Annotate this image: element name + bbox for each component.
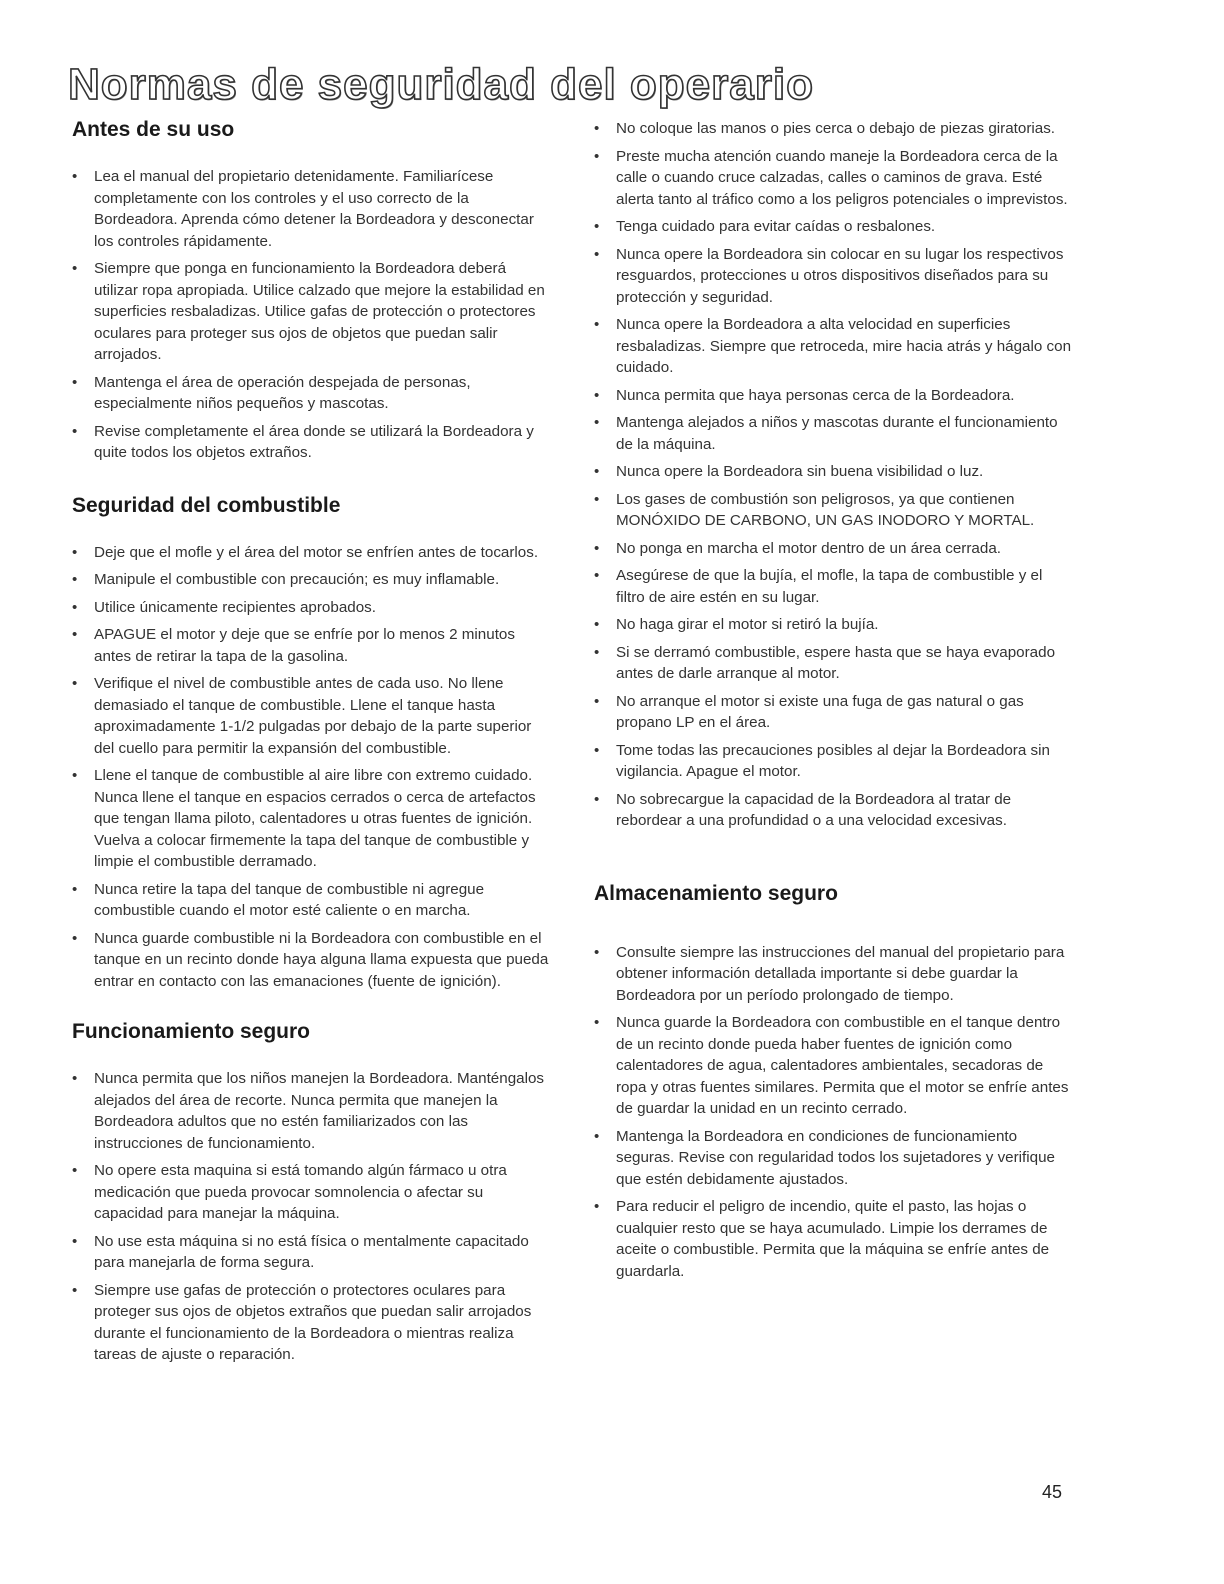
list-item: • No use esta máquina si no está física o mentalmente capacitado para manejarla de forma segura. [72,1231,552,1274]
section-heading: Almacenamiento seguro [594,881,838,905]
page-number: 45 [1041,1482,1062,1502]
list-item: • Nunca opere la Bordeadora a alta velocidad en superficies resbaladizas. Siempre que retroceda, mire hacia atrás y hágalo con cuidado. [594,314,1074,379]
bullet-list-continued [594,118,1074,832]
list-item: • Manipule el combustible con precaución; es muy inflamable. [72,569,552,591]
list-item: • Nunca opere la Bordeadora sin colocar en su lugar los respectivos resguardos, protecciones u otros dispositivos diseñados para su protección y seguridad. [594,244,1074,309]
list-item: • Mantenga alejados a niños y mascotas durante el funcionamiento de la máquina. [594,412,1074,455]
left-column [72,118,552,1372]
list-item: • No ponga en marcha el motor dentro de un área cerrada. [594,538,1074,560]
list-item: • Consulte siempre las instrucciones del manual del propietario para obtener información detallada importante si debe guardar la Bordeadora por un período prolongado de tiempo. [594,942,1074,1007]
section-almacenamiento-seguro [594,882,1074,1283]
list-item: • No opere esta maquina si está tomando algún fármaco u otra medicación que pueda provocar somnolencia o afectar su capacidad para manejar la máquina. [72,1160,552,1225]
list-item: • Nunca permita que los niños manejen la Bordeadora. Manténgalos alejados del área de recorte. Nunca permita que manejen la Bordeadora adultos que no estén familiarizados con las instrucciones de funcionamiento. [72,1068,552,1154]
list-item: • Verifique el nivel de combustible antes de cada uso. No llene demasiado el tanque de combustible. Llene el tanque hasta aproximadamente 1-1/2 pulgadas por debajo de la parte superior del cuello para permitir la expansión del combustible. [72,673,552,759]
list-item: • Mantenga el área de operación despejada de personas, especialmente niños pequeños y mascotas. [72,372,552,415]
list-item: • Los gases de combustión son peligrosos, ya que contienen MONÓXIDO DE CARBONO, UN GAS INODORO Y MORTAL. [594,489,1074,532]
list-item: • No coloque las manos o pies cerca o debajo de piezas giratorias. [594,118,1074,140]
list-item: • Asegúrese de que la bujía, el mofle, la tapa de combustible y el filtro de aire estén en su lugar. [594,565,1074,608]
bullet-list [72,166,552,464]
list-item: • Nunca permita que haya personas cerca de la Bordeadora. [594,385,1074,407]
list-item: • No arranque el motor si existe una fuga de gas natural o gas propano LP en el área. [594,691,1074,734]
list-item: • Tome todas las precauciones posibles al dejar la Bordeadora sin vigilancia. Apague el motor. [594,740,1074,783]
list-item: • Tenga cuidado para evitar caídas o resbalones. [594,216,1074,238]
list-item: • Nunca guarde la Bordeadora con combustible en el tanque dentro de un recinto donde pueda haber fuentes de ignición como calentadores de agua, calentadores ambientales, secadoras de ropa y otras fuentes similares. Permita que el motor se enfríe antes de guardar la unidad en un recinto cerrado. [594,1012,1074,1120]
bullet-list [594,942,1074,1283]
list-item: • Nunca opere la Bordeadora sin buena visibilidad o luz. [594,461,1074,483]
list-item: • Nunca retire la tapa del tanque de combustible ni agregue combustible cuando el motor esté caliente o en marcha. [72,879,552,922]
list-item: • Deje que el mofle y el área del motor se enfríen antes de tocarlos. [72,542,552,564]
section-heading: Antes de su uso [72,118,235,141]
list-item: • Utilice únicamente recipientes aprobados. [72,597,552,619]
page-title: Normas de seguridad del operario [68,60,814,109]
list-item: • Siempre use gafas de protección o protectores oculares para proteger sus ojos de objetos extraños que puedan salir arrojados durante el funcionamiento de la Bordeadora o mientras realiza tareas de ajuste o reparación. [72,1280,552,1366]
list-item: • No sobrecargue la capacidad de la Bordeadora al tratar de rebordear a una profundidad o a una velocidad excesivas. [594,789,1074,832]
section-antes-de-su-uso [72,118,552,464]
list-item: • Mantenga la Bordeadora en condiciones de funcionamiento seguras. Revise con regularidad todos los sujetadores y verifique que estén debidamente ajustados. [594,1126,1074,1191]
right-column [594,118,1074,1288]
bullet-list [72,1068,552,1366]
section-seguridad-combustible [72,494,552,993]
section-heading: Seguridad del combustible [72,493,341,517]
list-item: • Si se derramó combustible, espere hasta que se haya evaporado antes de darle arranque al motor. [594,642,1074,685]
list-item: • Para reducir el peligro de incendio, quite el pasto, las hojas o cualquier resto que se haya acumulado. Limpie los derrames de aceite o combustible. Permita que la máquina se enfríe antes de guardarla. [594,1196,1074,1282]
list-item: • Siempre que ponga en funcionamiento la Bordeadora deberá utilizar ropa apropiada. Utilice calzado que mejore la estabilidad en superficies resbaladizas. Utilice gafas de protección o protectores oculares para proteger sus ojos de objetos que puedan salir arrojados. [72,258,552,366]
list-item: • APAGUE el motor y deje que se enfríe por lo menos 2 minutos antes de retirar la tapa de la gasolina. [72,624,552,667]
list-item: • Lea el manual del propietario detenidamente. Familiarícese completamente con los controles y el uso correcto de la Bordeadora. Aprenda cómo detener la Bordeadora y desconectar los controles rápidamente. [72,166,552,252]
section-heading: Funcionamiento seguro [72,1020,311,1043]
list-item: • No haga girar el motor si retiró la bujía. [594,614,1074,636]
list-item: • Revise completamente el área donde se utilizará la Bordeadora y quite todos los objetos extraños. [72,421,552,464]
list-item: • Llene el tanque de combustible al aire libre con extremo cuidado. Nunca llene el tanque en espacios cerrados o cerca de artefactos que tengan llama piloto, calentadores u otras fuentes de ignición. Vuelva a colocar firmemente la tapa del tanque de combustible y limpie el combustible derramado. [72,765,552,873]
bullet-list [72,542,552,993]
list-item: • Nunca guarde combustible ni la Bordeadora con combustible en el tanque en un recinto donde haya alguna llama expuesta que pueda entrar en contacto con las emanaciones (fuente de ignición). [72,928,552,993]
list-item: • Preste mucha atención cuando maneje la Bordeadora cerca de la calle o cuando cruce calzadas, calles o caminos de grava. Esté alerta tanto al tráfico como a los peligros potenciales o imprevistos. [594,146,1074,211]
section-funcionamiento-seguro [72,1020,552,1366]
